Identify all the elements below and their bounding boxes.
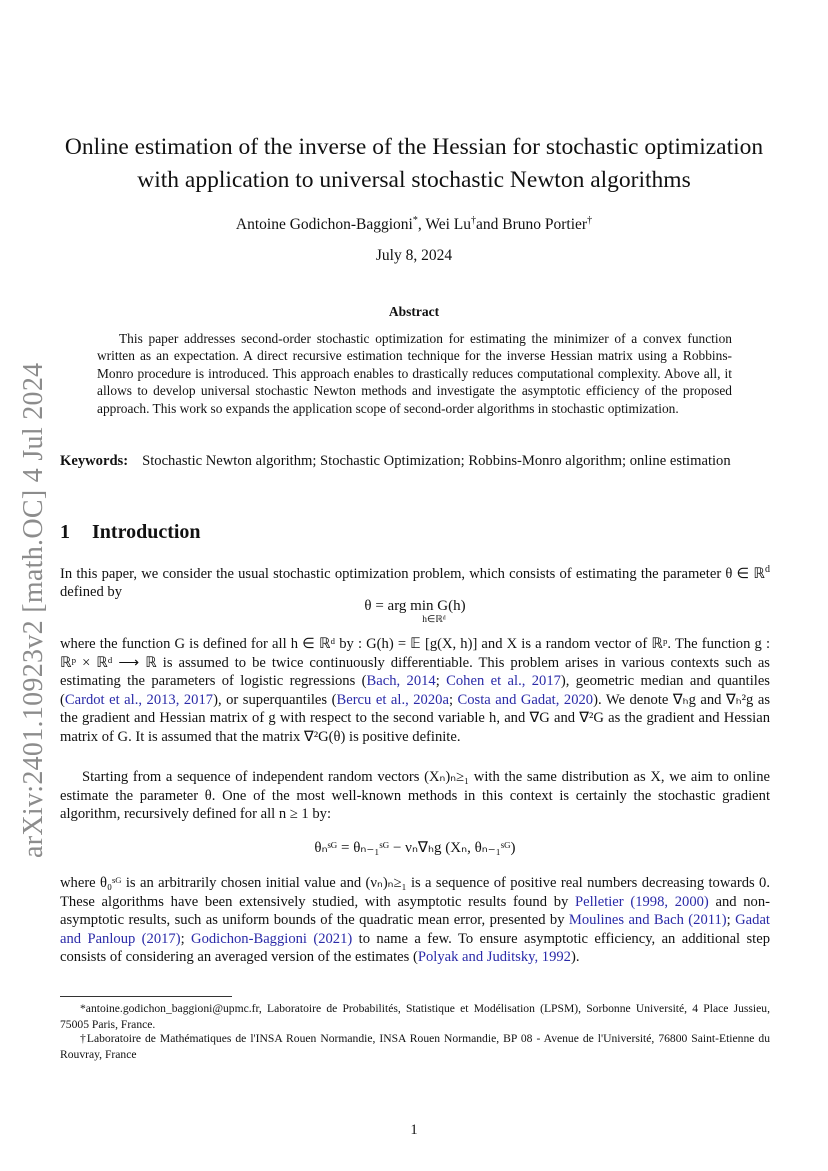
citation-separator: ; <box>180 930 192 947</box>
author-1: Antoine Godichon-Baggioni <box>235 216 413 234</box>
footnote-divider <box>60 996 232 997</box>
citation-link[interactable]: Gadat and Panloup (2017) <box>60 912 770 947</box>
citation-separator: ; <box>435 673 447 690</box>
citation-link[interactable]: Cohen et al., 2017 <box>446 673 561 690</box>
citation-separator: ; <box>448 691 458 708</box>
paragraph-3: Starting from a sequence of independent random vectors (Xₙ)ₙ≥₁ with the same distribution as X, we aim to online estimate the parameter θ. One of the most well-known methods in this context is certainly the stochastic gradient algorithm, recursively defined for all n ≥ 1 by: <box>60 769 770 823</box>
equation-sgd: θₙˢᴳ = θₙ₋₁ˢᴳ − νₙ∇ₕg (Xₙ, θₙ₋₁ˢᴳ) <box>314 840 516 856</box>
footnote-mark-1: * <box>412 215 418 226</box>
page-number: 1 <box>410 1122 418 1138</box>
author-3: and Bruno Portier <box>476 216 588 234</box>
citation-link[interactable]: Polyak and Juditsky, 1992 <box>417 949 571 966</box>
equation-argmin-main: θ = arg min G(h) <box>364 598 466 614</box>
section-number: 1 <box>60 521 70 543</box>
citation-link[interactable]: Bercu et al., 2020a <box>336 691 449 708</box>
section-title: Introduction <box>92 521 201 543</box>
paragraph-2 <box>60 635 770 747</box>
keywords-text: Stochastic Newton algorithm; Stochastic Optimization; Robbins-Monro algorithm; online estimation <box>142 453 731 469</box>
paragraph-2-text: ), geometric median and quantiles ( <box>60 673 770 708</box>
title-line-1: Online estimation of the inverse of the Hessian for stochastic optimization <box>64 134 764 160</box>
paragraph-1-text-end: defined by <box>60 584 123 601</box>
paragraph-2-text: ), or superquantiles ( <box>213 691 337 708</box>
paragraph-4-text: where θ₀ˢᴳ is an arbitrarily chosen initial value and (νₙ)ₙ≥₁ is a sequence of positive real numbers decreasing towards 0. These algorithms have been extensively studied, with asymptotic results found by <box>60 875 770 910</box>
superscript-d: d <box>765 564 770 575</box>
author-2: , Wei Lu <box>417 216 471 234</box>
citation-link[interactable]: Moulines and Bach (2011) <box>568 912 727 929</box>
keywords <box>60 452 770 471</box>
paragraph-4 <box>60 874 770 967</box>
citation-link[interactable]: Cardot et al., 2013, 2017 <box>64 691 214 708</box>
section-heading <box>60 521 201 544</box>
paragraph-1 <box>60 561 770 602</box>
paragraph-4-text: and non-asymptotic results, such as uniform bounds of the quadratic mean error, presented by <box>60 893 770 929</box>
citation-link[interactable]: Bach, 2014 <box>366 673 436 690</box>
citation-separator: ; <box>726 912 736 929</box>
keywords-label: Keywords: <box>60 453 129 469</box>
abstract-body: This paper addresses second-order stochastic optimization for estimating the minimizer of a convex function written as an expectation. A direct recursive estimation technique for the inverse Hessian matrix using a Robbins-Monro procedure is introduced. This approach enables to drastically reduces computational complexity. Above all, it allows to develop universal stochastic Newton methods and investigate the asymptotic efficiency of the proposed approach. This work so expands the application scope of second-order algorithms in stochastic optimization. <box>97 331 732 416</box>
title-line-2: with application to universal stochastic Newton algorithms <box>137 167 691 193</box>
citation-link[interactable]: Pelletier (1998, 2000) <box>575 893 709 910</box>
footnote-2: †Laboratoire de Mathématiques de l'INSA Rouen Normandie, INSA Rouen Normandie, BP 08 - Avenue de l'Université, 76800 Saint-Etienne du Rouvray, France <box>60 1032 770 1061</box>
author-list <box>40 211 788 235</box>
paper-title <box>40 131 788 197</box>
paper-date: July 8, 2024 <box>375 247 453 264</box>
abstract-heading: Abstract <box>388 304 440 319</box>
paragraph-2-text: where the function G is defined for all h ∈ ℝᵈ by : G(h) = 𝔼 [g(X, h)] and X is a random vector of ℝᵖ. The function g : ℝᵖ × ℝᵈ ⟶ ℝ is assumed to be twice continuously differentiable. This problem arises in various contexts such as estimating the parameters of logistic regressions ( <box>60 636 770 690</box>
paragraph-2-text: ). We denote ∇ₕg and ∇ₕ²g as the gradient and Hessian matrix of g with respect to the second variable h, and ∇G and ∇²G as the gradient and Hessian matrix of G. It is assumed that the matrix ∇²G(θ) is positive definite. <box>60 691 771 745</box>
arxiv-side-stamp: arXiv:2401.10923v2 [math.OC] 4 Jul 2024 <box>18 362 49 858</box>
footnote-mark-2: † <box>471 215 476 226</box>
footnote-1: *antoine.godichon_baggioni@upmc.fr, Laboratoire de Probabilités, Statistique et Modélisation (LPSM), Sorbonne Université, 4 Place Jussieu, 75005 Paris, France. <box>60 1002 770 1031</box>
equation-argmin-subscript: h∈ℝᵈ <box>422 615 446 625</box>
footnote-mark-3: † <box>587 215 593 226</box>
citation-link[interactable]: Godichon-Baggioni (2021) <box>191 930 353 947</box>
paragraph-1-text: In this paper, we consider the usual stochastic optimization problem, which consists of estimating the parameter θ ∈ ℝ <box>60 565 765 582</box>
equation-argmin <box>60 598 770 625</box>
paragraph-4-text: ). <box>570 949 580 966</box>
citation-link[interactable]: Costa and Gadat, 2020 <box>457 691 594 708</box>
paragraph-4-text: to name a few. To ensure asymptotic efficiency, an additional step consists of considering an averaged version of the estimates ( <box>60 930 770 966</box>
